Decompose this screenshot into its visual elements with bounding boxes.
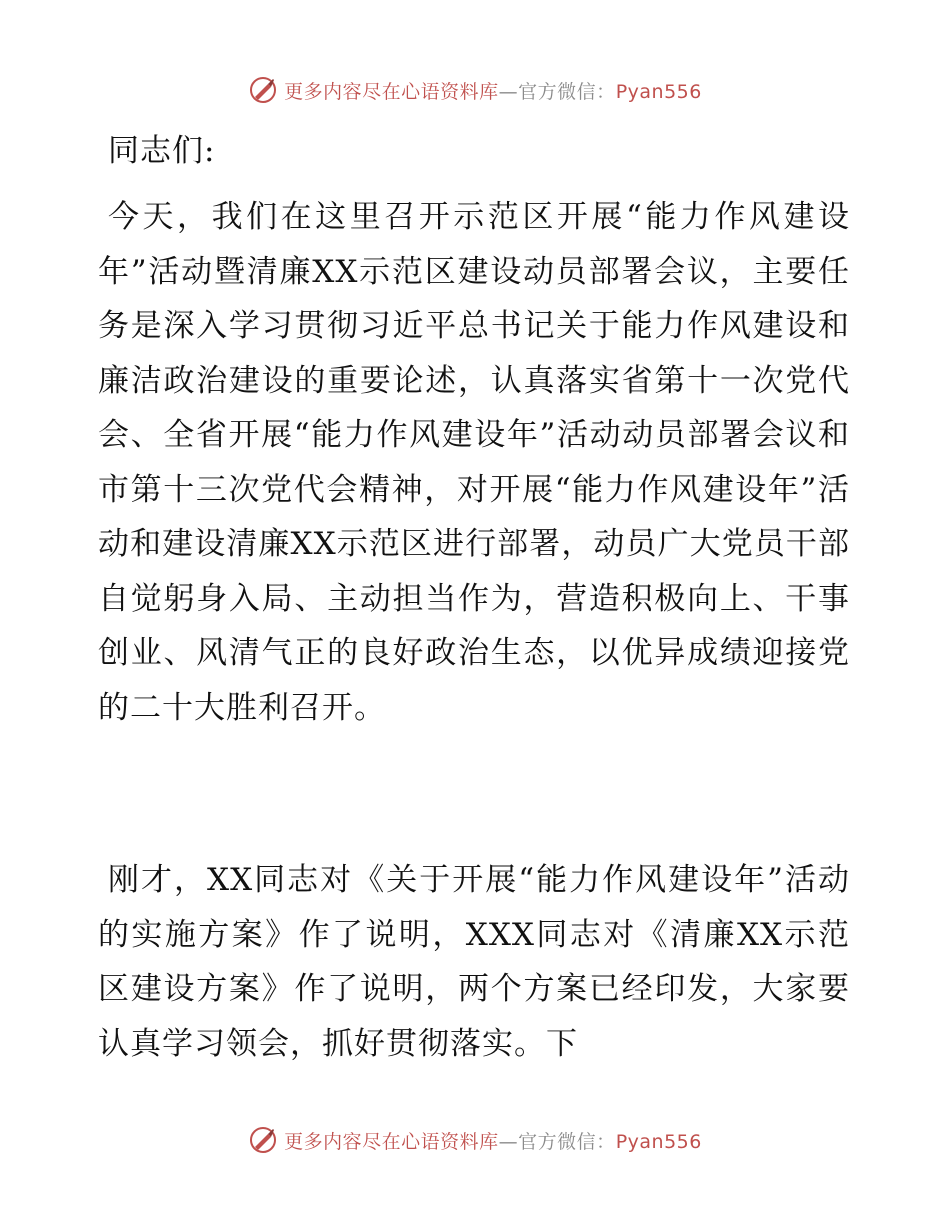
header-watermark-text: 更多内容尽在心语资料库—官方微信：Pyan556 (284, 80, 702, 103)
quill-pen-logo-icon (248, 1125, 278, 1155)
footer-watermark-text: 更多内容尽在心语资料库—官方微信：Pyan556 (284, 1130, 702, 1153)
paragraph-2: 刚才，XX同志对《关于开展“能力作风建设年”活动的实施方案》作了说明，XXX同志对《清廉XX示范区建设方案》作了说明，两个方案已经印发，大家要认真学习领会，抓好贯彻落实。下 (98, 862, 850, 1062)
quill-pen-logo-icon (248, 75, 278, 105)
header-watermark (0, 70, 950, 110)
footer-watermark (0, 1120, 950, 1160)
salutation: 同志们: (108, 133, 216, 169)
paragraph-1: 今天，我们在这里召开示范区开展“能力作风建设年”活动暨清廉XX示范区建设动员部署会议，主要任务是深入学习贯彻习近平总书记关于能力作风建设和廉洁政治建设的重要论述，认真落实省第十一次党代会、全省开展“能力作风建设年”活动动员部署会议和市第十三次党代会精神，对开展“能力作风建设年”活动和建设清廉XX示范区进行部署，动员广大党员干部自觉躬身入局、主动担当作为，营造积极向上、干事创业、风清气正的良好政治生态，以优异成绩迎接党的二十大胜利召开。 (98, 199, 850, 726)
